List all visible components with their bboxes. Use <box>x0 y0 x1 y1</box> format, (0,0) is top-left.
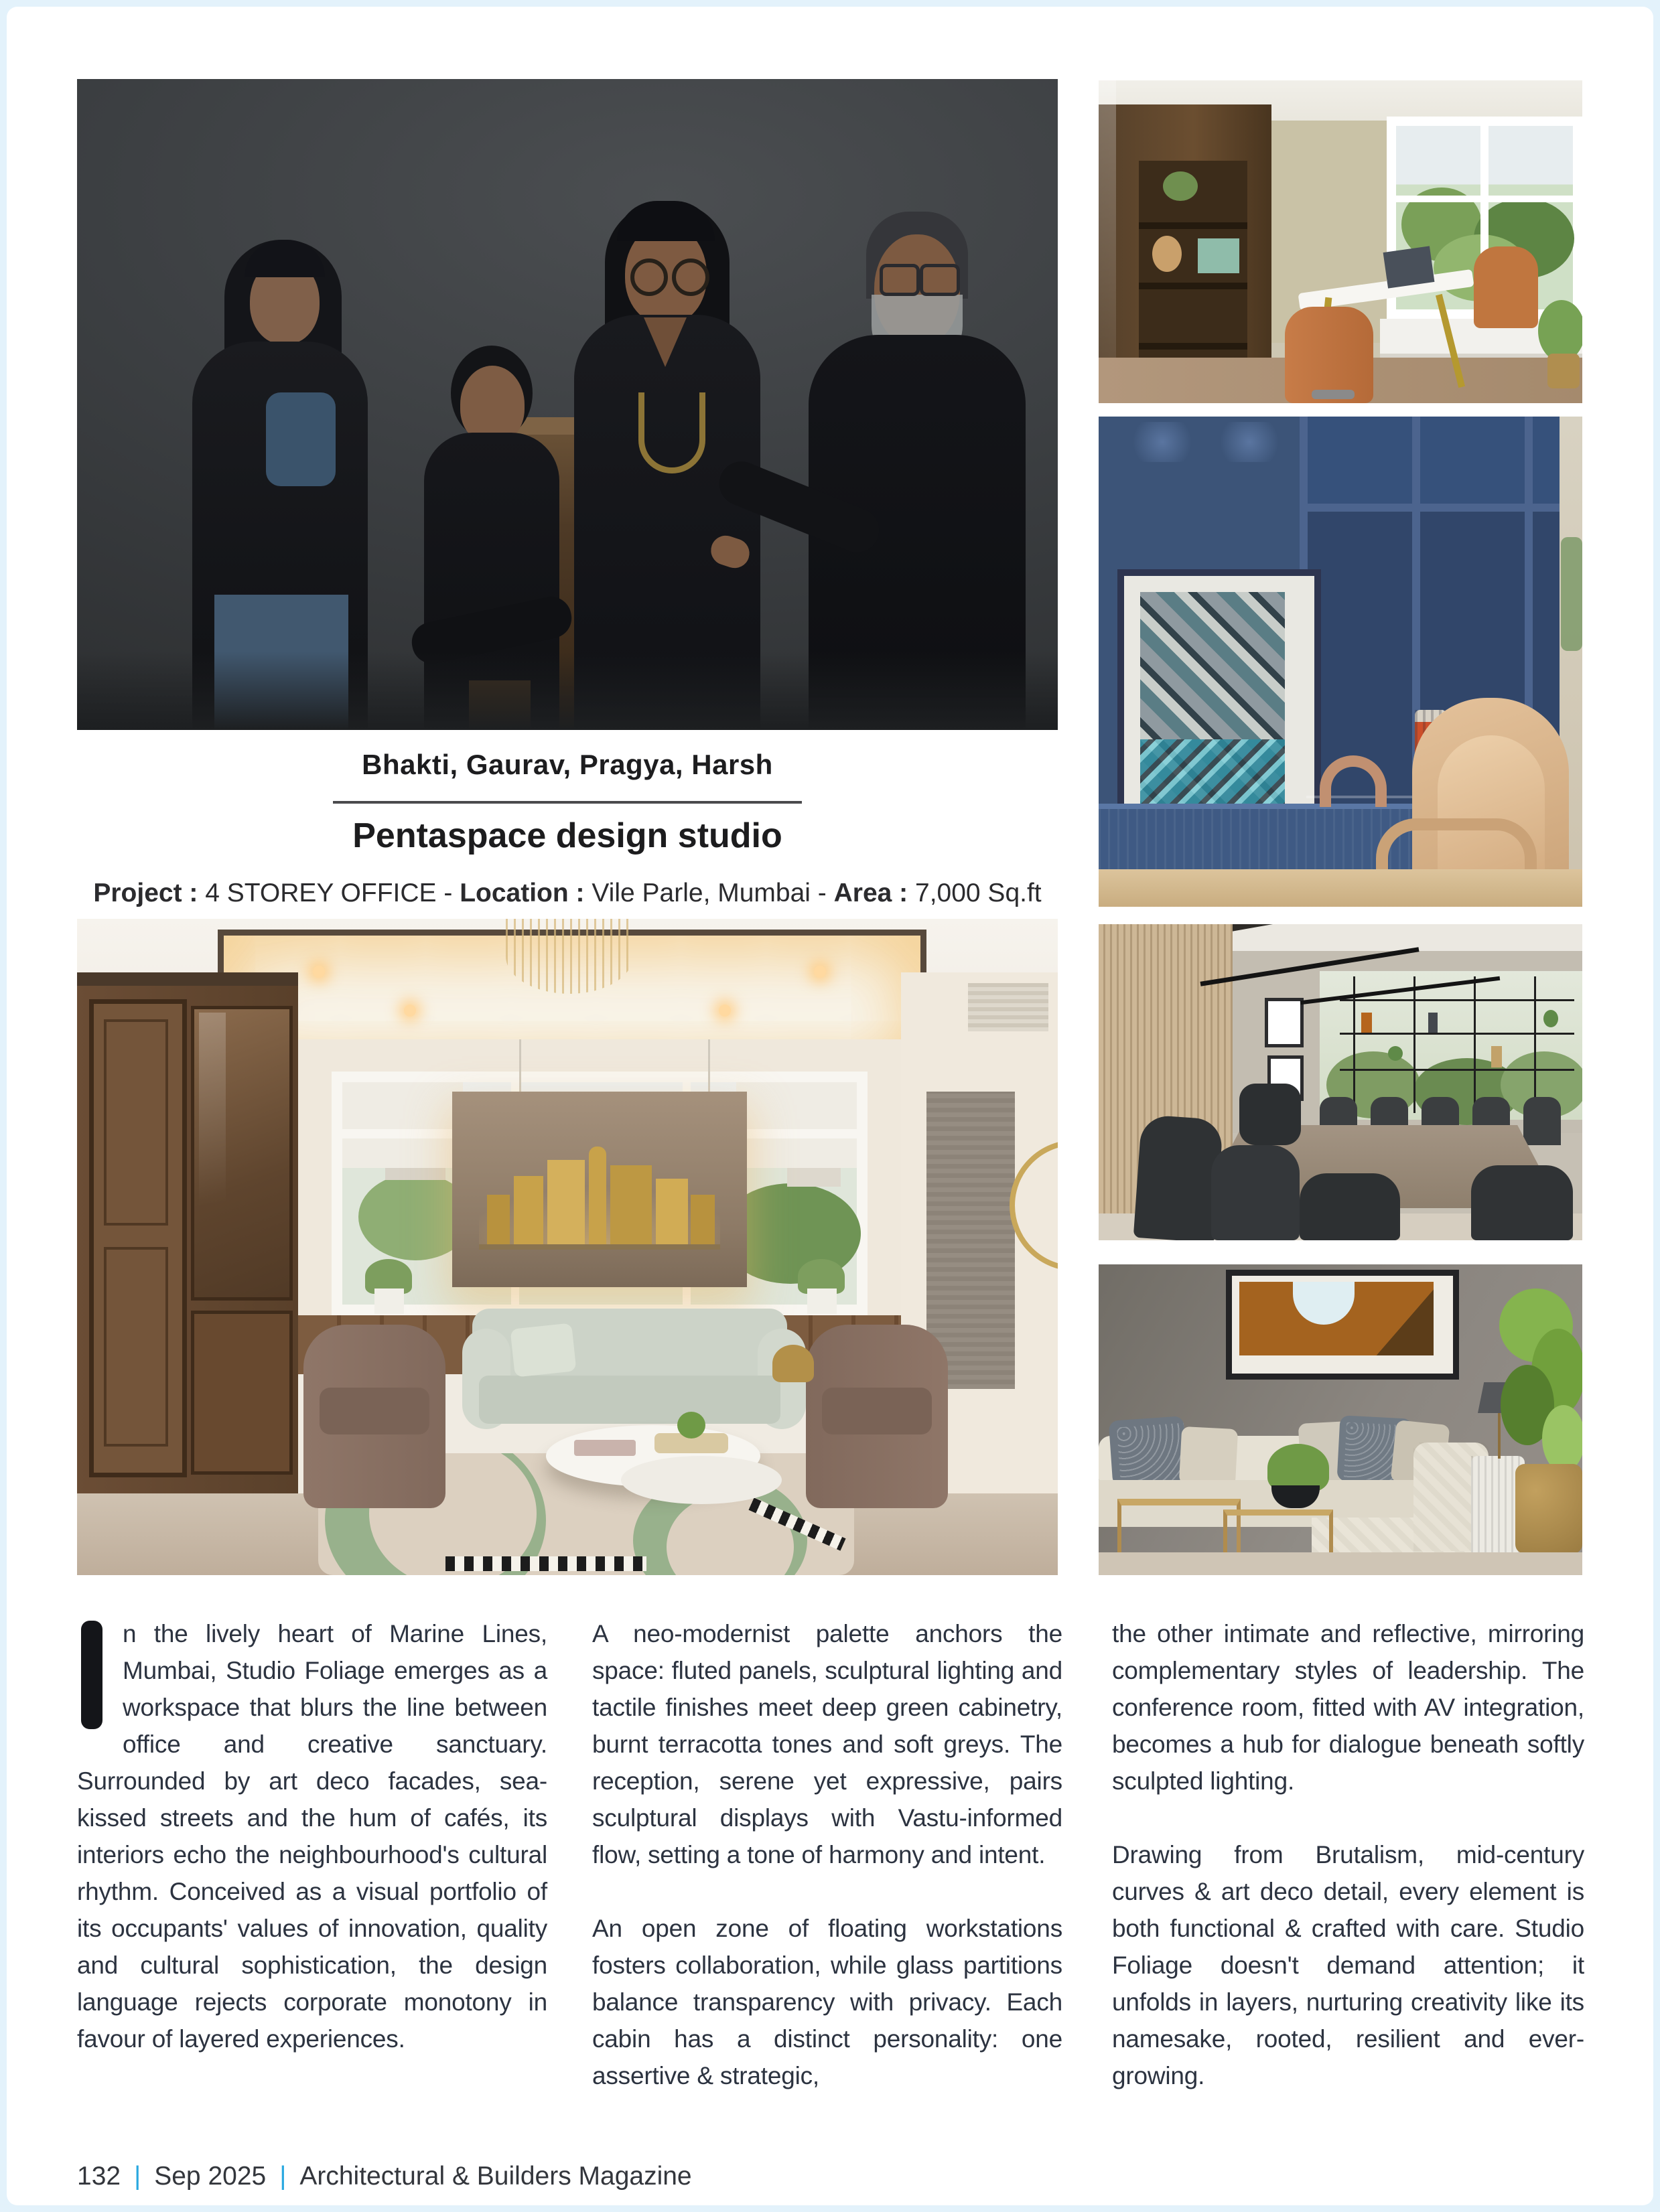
footer-separator: | <box>279 2162 287 2191</box>
reception-lounge-photo <box>77 919 1058 1575</box>
column2-paragraph2: An open zone of floating workstations fosters collaboration, while glass partitions balance transparency with privacy. Each cabin has a distinct personality: one assertive & strategic, <box>592 1915 1062 2089</box>
team-caption: Bhakti, Gaurav, Pragya, Harsh <box>362 749 773 780</box>
wall-frames <box>1265 998 1304 1047</box>
orange-chair <box>1285 307 1373 403</box>
page-footer <box>77 2162 692 2191</box>
table-lamp <box>1498 1410 1501 1459</box>
gold-necklace <box>638 392 705 473</box>
article-column-3 <box>1112 1615 1584 2131</box>
article-column-2 <box>592 1615 1062 2131</box>
magazine-name: Architectural & Builders Magazine <box>299 2162 692 2191</box>
location-value: Vile Parle, Mumbai - <box>592 879 834 907</box>
issue-date: Sep 2025 <box>154 2162 267 2191</box>
lounge-seating-photo <box>1099 1264 1582 1575</box>
page-number: 132 <box>77 2162 121 2191</box>
project-meta-line <box>54 879 1081 908</box>
project-label: Project : <box>93 879 206 907</box>
column1-paragraph: n the lively heart of Marine Lines, Mumbai, Studio Foliage emerges as a workspace that blurs the line between office and creative sanctuary. Surrounded by art deco facades, sea-kissed streets and the hum of cafés, its interiors echo the neighbourhood's cultural rhythm. Conceived as a visual portfolio of its occupants' values of innovation, quality and cultural sophistication, the design language rejects corporate monotony in favour of layered experiences. <box>77 1620 547 2053</box>
location-label: Location : <box>460 879 592 907</box>
drop-cap <box>81 1621 102 1729</box>
team-portrait-photo <box>77 79 1058 730</box>
column3-paragraph2: Drawing from Brutalism, mid-century curves & art deco detail, every element is both functional & crafted with care. Studio Foliage doesn't demand attention; it unfolds in layers, nurturing creativity like its namesake, rooted, resilient and ever-growing. <box>1112 1841 1584 2089</box>
blue-display-wall-photo <box>1099 417 1582 907</box>
column2-paragraph1: A neo-modernist palette anchors the space: fluted panels, sculptural lighting and tactile finishes meet deep green cabinetry, burnt terracotta tones and soft greys. The reception, serene yet expressive, pairs sculptural displays with Vastu-informed flow, setting a tone of harmony and intent. <box>592 1620 1062 1868</box>
cabin-office-photo <box>1099 80 1582 403</box>
area-label: Area : <box>833 879 915 907</box>
article-column-1 <box>77 1615 547 2094</box>
project-value: 4 STOREY OFFICE - <box>205 879 460 907</box>
area-value: 7,000 Sq.ft <box>915 879 1042 907</box>
conference-chair <box>1133 1114 1224 1240</box>
desk-chair-back <box>1474 246 1538 328</box>
gold-planter <box>1515 1464 1582 1554</box>
footer-separator: | <box>134 2162 141 2191</box>
studio-name-title: Pentaspace design studio <box>352 816 782 855</box>
gold-side-table <box>772 1345 814 1382</box>
chandelier <box>506 919 633 994</box>
caption-divider <box>333 801 802 804</box>
column3-paragraph1: the other intimate and reflective, mirroring complementary styles of leadership. The conference room, fitted with AV integration, becomes a hub for dialogue beneath softly sculpted lighting. <box>1112 1620 1584 1795</box>
conference-room-photo <box>1099 924 1582 1240</box>
